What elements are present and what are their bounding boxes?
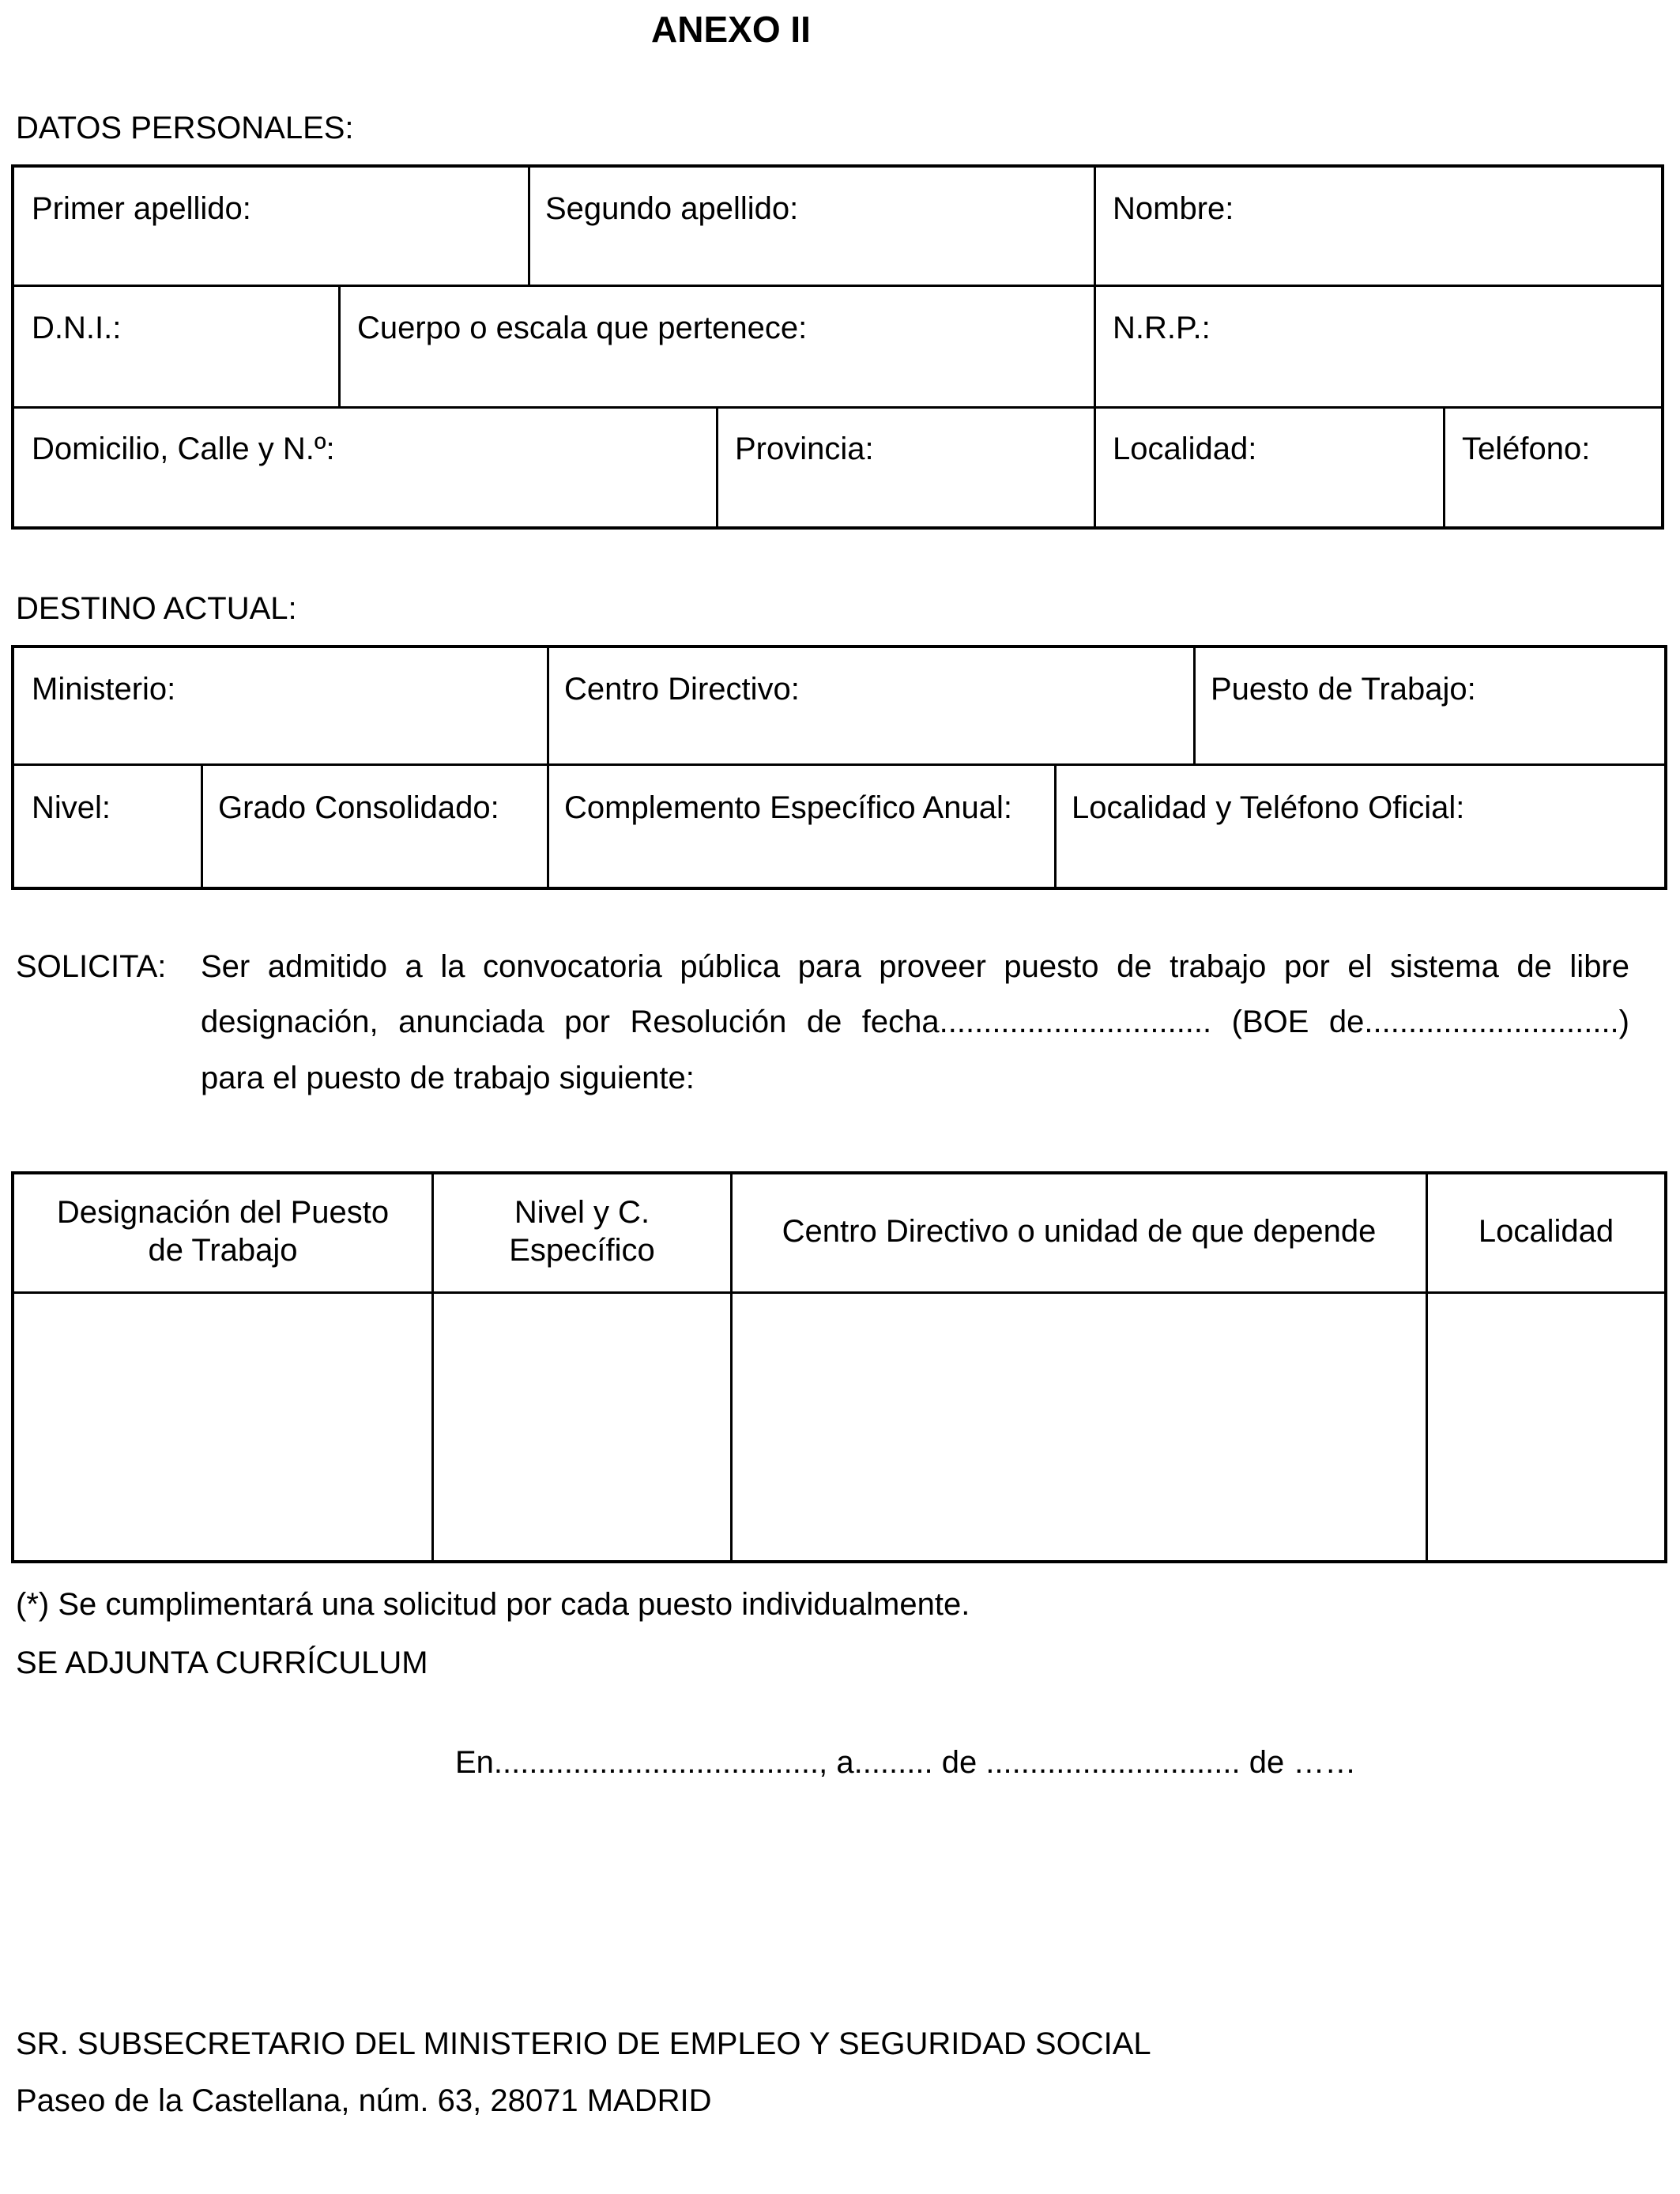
provincia-field[interactable]: Provincia: — [735, 432, 874, 466]
complemento-especifico-field[interactable]: Complemento Específico Anual: — [564, 790, 1012, 825]
col-header-localidad: Localidad — [1478, 1214, 1614, 1249]
recipient-address: Paseo de la Castellana, núm. 63, 28071 MADRID — [16, 2083, 712, 2118]
centro-directivo-input-cell[interactable] — [733, 1294, 1426, 1560]
table-divider — [547, 645, 549, 890]
col-header-nivel — [434, 1193, 730, 1269]
date-line[interactable]: En....................................., a......... de ............................. de …… — [455, 1745, 1357, 1780]
designacion-input-cell[interactable] — [14, 1294, 431, 1560]
nombre-field[interactable]: Nombre: — [1113, 191, 1234, 226]
puesto-trabajo-field[interactable]: Puesto de Trabajo: — [1211, 672, 1476, 707]
domicilio-field[interactable]: Domicilio, Calle y N.º: — [32, 432, 335, 466]
solicita-line-2: designación, anunciada por Resolución de fecha............................... (BOE de.............................) — [201, 1005, 1629, 1039]
destino-actual-heading: DESTINO ACTUAL: — [16, 591, 297, 626]
table-divider — [1443, 406, 1445, 530]
col-header-designacion-line-1: Designación del Puesto — [56, 1195, 390, 1230]
col-header-nivel-line-1: Nivel y C. — [514, 1195, 650, 1230]
col-header-designacion-line-2: de Trabajo — [148, 1233, 298, 1268]
col-header-nivel-line-2: Específico — [509, 1233, 655, 1268]
cuerpo-escala-field[interactable]: Cuerpo o escala que pertenece: — [357, 311, 808, 345]
primer-apellido-field[interactable]: Primer apellido: — [32, 191, 251, 226]
table-divider — [11, 285, 1664, 287]
table-divider — [716, 406, 718, 530]
datos-personales-table — [11, 164, 1664, 530]
localidad-telefono-oficial-field[interactable]: Localidad y Teléfono Oficial: — [1072, 790, 1465, 825]
nrp-field[interactable]: N.R.P.: — [1113, 311, 1211, 345]
col-header-designacion — [14, 1193, 431, 1269]
table-divider — [528, 164, 530, 285]
page-title: ANEXO II — [651, 9, 811, 50]
col-header-centro-directivo: Centro Directivo o unidad de que depende — [782, 1214, 1377, 1249]
table-divider — [1094, 164, 1096, 530]
table-divider — [11, 406, 1664, 409]
solicita-label: SOLICITA: — [16, 949, 167, 984]
note-text: (*) Se cumplimentará una solicitud por cada puesto individualmente. — [16, 1587, 970, 1622]
dni-field[interactable]: D.N.I.: — [32, 311, 122, 345]
solicita-line-3: para el puesto de trabajo siguiente: — [201, 1061, 695, 1095]
telefono-field[interactable]: Teléfono: — [1462, 432, 1591, 466]
table-divider — [201, 763, 203, 890]
recipient: SR. SUBSECRETARIO DEL MINISTERIO DE EMPLEO Y SEGURIDAD SOCIAL — [16, 2026, 1151, 2061]
table-divider — [1054, 763, 1057, 890]
localidad-input-cell[interactable] — [1428, 1294, 1664, 1560]
centro-directivo-field[interactable]: Centro Directivo: — [564, 672, 800, 707]
adjunta-curriculum: SE ADJUNTA CURRÍCULUM — [16, 1646, 428, 1680]
grado-consolidado-field[interactable]: Grado Consolidado: — [218, 790, 499, 825]
segundo-apellido-field[interactable]: Segundo apellido: — [545, 191, 799, 226]
solicita-line-1: Ser admitido a la convocatoria pública para proveer puesto de trabajo por el sistema de libre — [201, 949, 1629, 984]
localidad-field[interactable]: Localidad: — [1113, 432, 1257, 466]
table-divider — [11, 763, 1667, 766]
ministerio-field[interactable]: Ministerio: — [32, 672, 176, 707]
nivel-field[interactable]: Nivel: — [32, 790, 111, 825]
table-divider — [1193, 645, 1196, 763]
table-divider — [338, 285, 341, 406]
datos-personales-heading: DATOS PERSONALES: — [16, 111, 354, 145]
nivel-input-cell[interactable] — [434, 1294, 730, 1560]
